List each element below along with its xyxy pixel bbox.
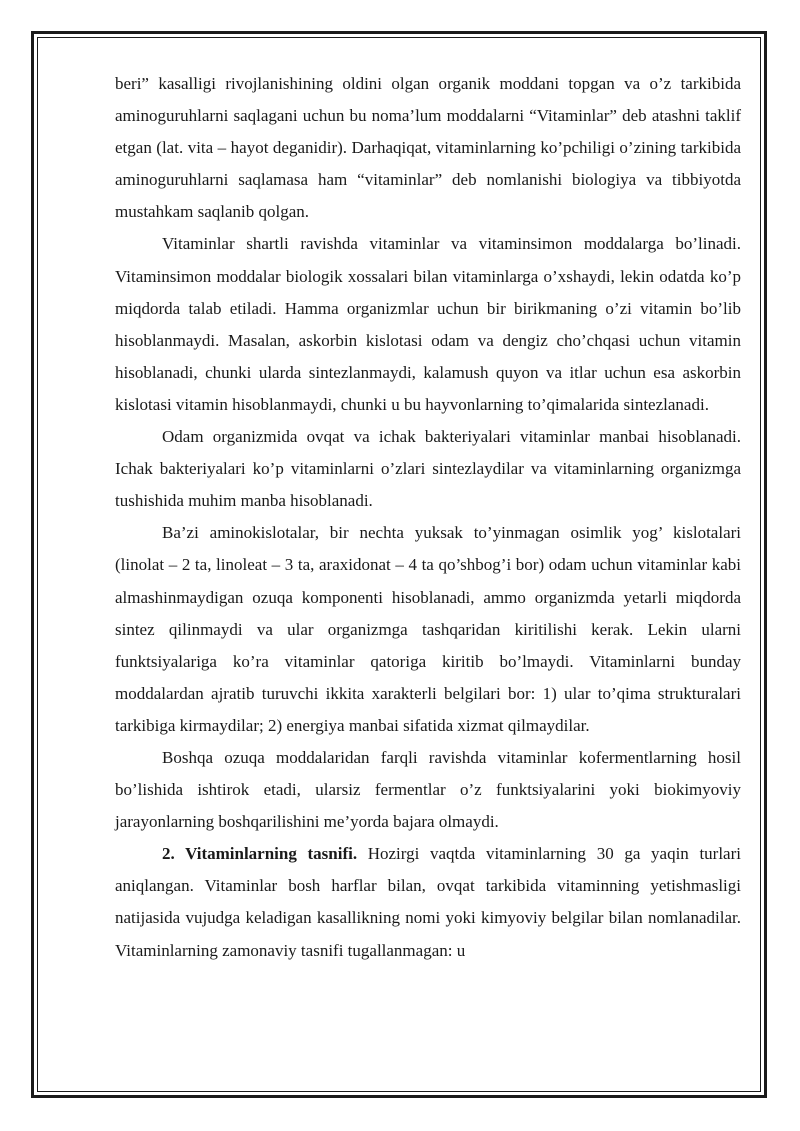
- paragraph-1: beri” kasalligi rivojlanishining oldini olgan organik moddani topgan va o’z tarkibida aminoguruhlarni saqlagani uchun bu noma’lum moddalarni “Vitaminlar” deb atashni taklif etgan (lat. vita – hayot deganidir). Darhaqiqat, vitaminlarning ko’pchiligi o’zining tarkibida aminoguruhlarni saqlamasa ham “vitaminlar” deb nomlanishi biologiya va tibbiyotda mustahkam saqlanib qolgan.: [115, 74, 741, 222]
- paragraph-3: Odam organizmida ovqat va ichak bakteriyalari vitaminlar manbai hisoblanadi. Ichak bakteriyalari ko’p vitaminlarni o’zlari sintezlaydilar va vitaminlarning organizmga tushishida muhim manba hisoblanadi.: [115, 427, 741, 511]
- paragraph-6: [115, 838, 741, 966]
- paragraph-4: Ba’zi aminokislotalar, bir nechta yuksak to’yinmagan osimlik yog’ kislotalari (linolat – 2 ta, linoleat – 3 ta, araxidonat – 4 ta qo’shbog’i bor) odam uchun vitaminlar kabi almashinmaydigan ozuqa komponenti hisoblanadi, ammo organizmda yetarli miqdorda sintez qilinmaydi va ular organizmga tashqaridan kiritilishi kerak. Lekin ularni funktsiyalariga ko’ra vitaminlar qatoriga kiritib bo’lmaydi. Vitaminlarni bunday moddalardan ajratib turuvchi ikkita xarakterli belgilari bor: 1) ular to’qima strukturalari tarkibiga kirmaydilar; 2) energiya manbai sifatida xizmat qilmaydilar.: [115, 523, 741, 735]
- document-body: [115, 68, 741, 967]
- paragraph-6-text: Hozirgi vaqtda vitaminlarning 30 ga yaqin turlari aniqlangan. Vitaminlar bosh harflar bilan, ovqat tarkibida vitaminning yetishmasligi natijasida vujudga keladigan kasallikning nomi yoki kimyoviy belgilar bilan nomlanadilar. Vitaminlarning zamonaviy tasnifi tugallanmagan: u: [115, 844, 741, 960]
- section-heading: 2. Vitaminlarning tasnifi.: [162, 844, 358, 864]
- paragraph-5: Boshqa ozuqa moddalaridan farqli ravishda vitaminlar kofermentlarning hosil bo’lishida ishtirok etadi, ularsiz fermentlar o’z funktsiyalarini yoki biokimyoviy jarayonlarning boshqarilishini me’yorda bajara olmaydi.: [115, 747, 741, 832]
- paragraph-2: Vitaminlar shartli ravishda vitaminlar va vitaminsimon moddalarga bo’linadi. Vitaminsimon moddalar biologik xossalari bilan vitaminlarga o’xshaydi, lekin odatda ko’p miqdorda talab etiladi. Hamma organizmlar uchun bir birikmaning o’zi vitamin bo’lib hisoblanmaydi. Masalan, askorbin kislotasi odam va dengiz cho’chqasi uchun vitamin hisoblanadi, chunki ularda sintezlanmaydi, kalamush quyon va itlar uchun esa askorbin kislotasi vitamin hisoblanmaydi, chunki u bu hayvonlarning to’qimalarida sintezlanadi.: [115, 234, 741, 414]
